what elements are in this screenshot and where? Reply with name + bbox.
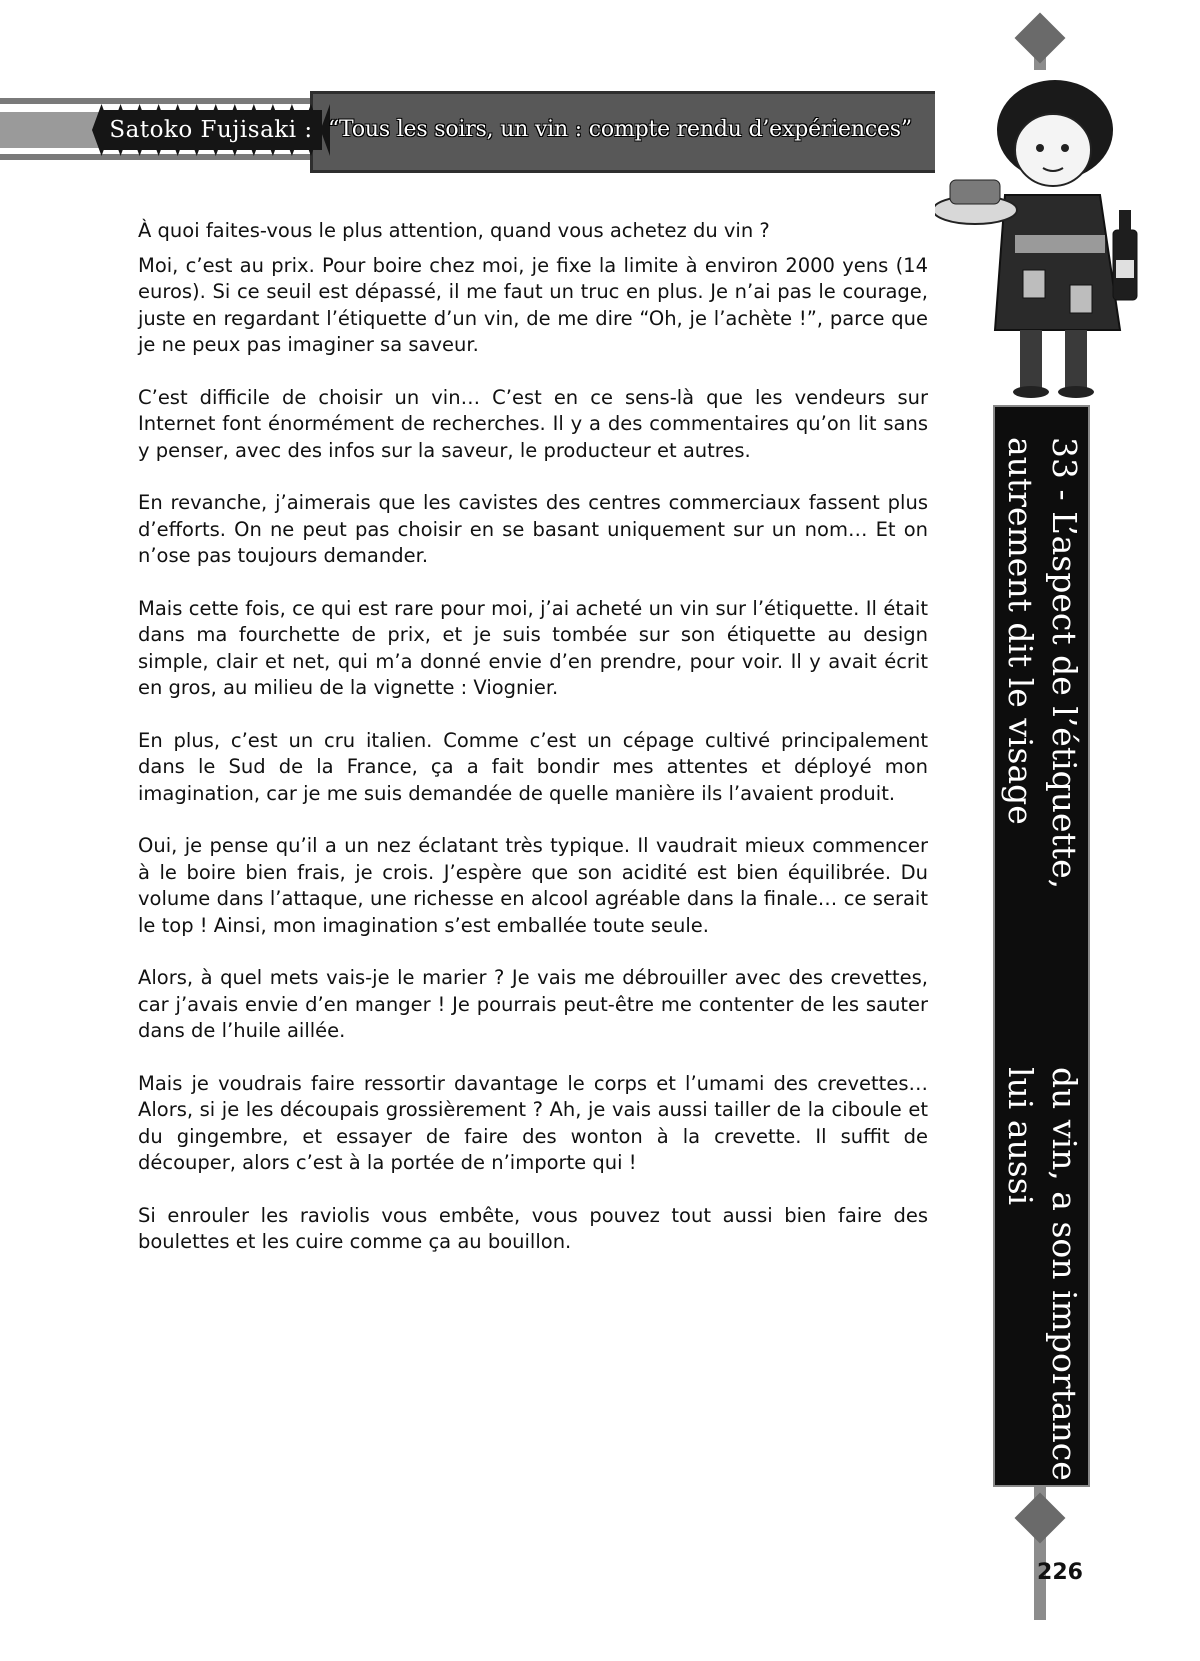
paragraph: C’est difficile de choisir un vin… C’est en ce sens-là que les vendeurs sur Internet font énormément de recherches. Il y a des commentaires qu’on lit sans y penser, avec des infos sur la saveur, le producteur et autres. [138, 385, 928, 462]
author-name: Satoko Fujisaki : [109, 117, 313, 143]
chef-character-illustration [935, 70, 1155, 410]
paragraph: Moi, c’est au prix. Pour boire chez moi, je fixe la limite à environ 2000 yens (14 euros). Si ce seuil est dépassé, il me faut un truc en plus. Je n’ai pas le courage, juste en regardant l’étiquette d’un vin, de me dire “Oh, je l’achète !”, parce que je ne peux pas imaginer sa saveur. [138, 253, 928, 356]
paragraph: Mais cette fois, ce qui est rare pour moi, j’ai acheté un vin sur l’étiquette. Il était dans ma fourchette de prix, et je suis tombée sur son étiquette au design simple, clair et net, qui m’a donné envie d’en prendre, pour voir. Il y avait écrit en gros, au milieu de la vignette : Viognier. [138, 596, 928, 699]
chapter-title-line-1: 33 - L’aspect de l’étiquette, autrement dit le visage [1001, 437, 1084, 890]
page-number: 226 [1037, 1560, 1083, 1585]
paragraph: À quoi faites-vous le plus attention, quand vous achetez du vin ? [138, 219, 770, 242]
paragraph: Mais je voudrais faire ressortir davantage le corps et l’umami des crevettes… Alors, si je les découpais grossièrement ? Ah, je vais aussi tailler de la ciboule et du gingembre, et essayer de faire des wonton à la crevette. Il suffit de découper, alors c’est à la portée de n’importe qui ! [138, 1071, 928, 1174]
chapter-title-line-2: du vin, a son importance lui aussi [1001, 1066, 1084, 1481]
paragraph: En revanche, j’aimerais que les cavistes des centres commerciaux fassent plus d’efforts. On ne peut pas choisir en se basant uniquement sur un nom… Et on n’ose pas toujours demander. [138, 491, 928, 567]
chapter-title [993, 405, 1086, 1483]
paragraph: Oui, je pense qu’il a un nez éclatant très typique. Il vaudrait mieux commencer à le boire bien frais, je crois. J’espère que son acidité est bien équilibrée. Du volume dans l’attaque, une richesse en alcool agréable dans la finale… ce serait le top ! Ainsi, mon imagination s’est emballée toute seule. [138, 834, 928, 937]
series-title: “Tous les soirs, un vin : compte rendu d’expériences” [328, 117, 912, 142]
paragraph: Alors, à quel mets vais-je le marier ? Je vais me débrouiller avec des crevettes, car j’avais envie d’en manger ! Je pourrais peut-être me contenter de les sauter dans de l’huile aillée. [138, 966, 928, 1042]
paragraph: Si enrouler les raviolis vous embête, vous pouvez tout aussi bien faire des boulettes et les cuire comme ça au bouillon. [138, 1203, 928, 1253]
article-body [138, 218, 928, 1282]
paragraph: En plus, c’est un cru italien. Comme c’est un cépage cultivé principalement dans le Sud de la France, ça a fait bondir mes attentes et déployé mon imagination, car je me suis demandée de quelle manière ils l’avaient produit. [138, 728, 928, 805]
